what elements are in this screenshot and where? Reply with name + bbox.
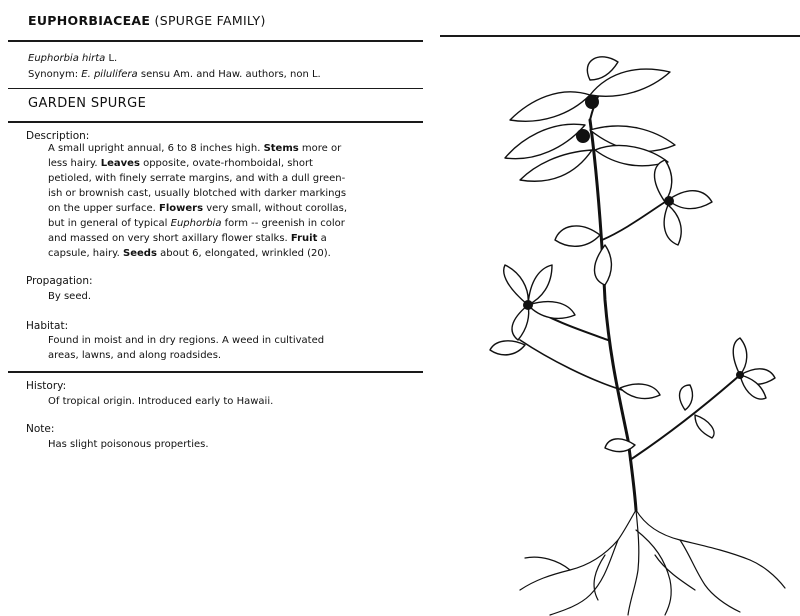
divider [8, 40, 423, 42]
propagation-heading: Propagation: [26, 275, 93, 287]
description-text: A small upright annual, 6 to 8 inches high. Stems more or less hairy. Leaves opposite, ovate-rhomboidal, short petioled, with finely serrate margins, and with a dull green- ish or brownish cast, usually blotched with darker markings on the upper surface. Flowers very small, without corollas, but in general of typical Euphorbia form -- greenish in color and massed on very short axillary flower stalks. Fruit a capsule, hairy. Seeds about 6, elongated, wrinkled (20). [48, 143, 348, 259]
divider [8, 88, 423, 89]
leaves [490, 57, 775, 452]
habitat-text: Found in moist and in dry regions. A weed in cultivated areas, lawns, and along roadsides. [48, 335, 325, 361]
common-name: GARDEN SPURGE [28, 96, 147, 111]
note-heading: Note: [26, 423, 55, 435]
divider [8, 371, 423, 373]
spurge-plant-illustration [440, 40, 800, 616]
scientific-name-block [28, 51, 321, 83]
divider [8, 121, 423, 123]
divider [440, 35, 800, 37]
family-heading: EUPHORBIACEAE (SPURGE FAMILY) [28, 13, 266, 28]
scientific-name: Euphorbia hirta L. [28, 53, 118, 64]
history-heading: History: [26, 380, 67, 392]
description-heading: Description: [26, 130, 90, 142]
history-text: Of tropical origin. Introduced early to Hawaii. [48, 396, 274, 407]
habitat-heading: Habitat: [26, 320, 69, 332]
roots [520, 510, 785, 615]
propagation-text: By seed. [48, 291, 91, 302]
synonym: Synonym: E. pilulifera sensu Am. and Haw. authors, non L. [28, 69, 321, 80]
note-text: Has slight poisonous properties. [48, 439, 209, 450]
